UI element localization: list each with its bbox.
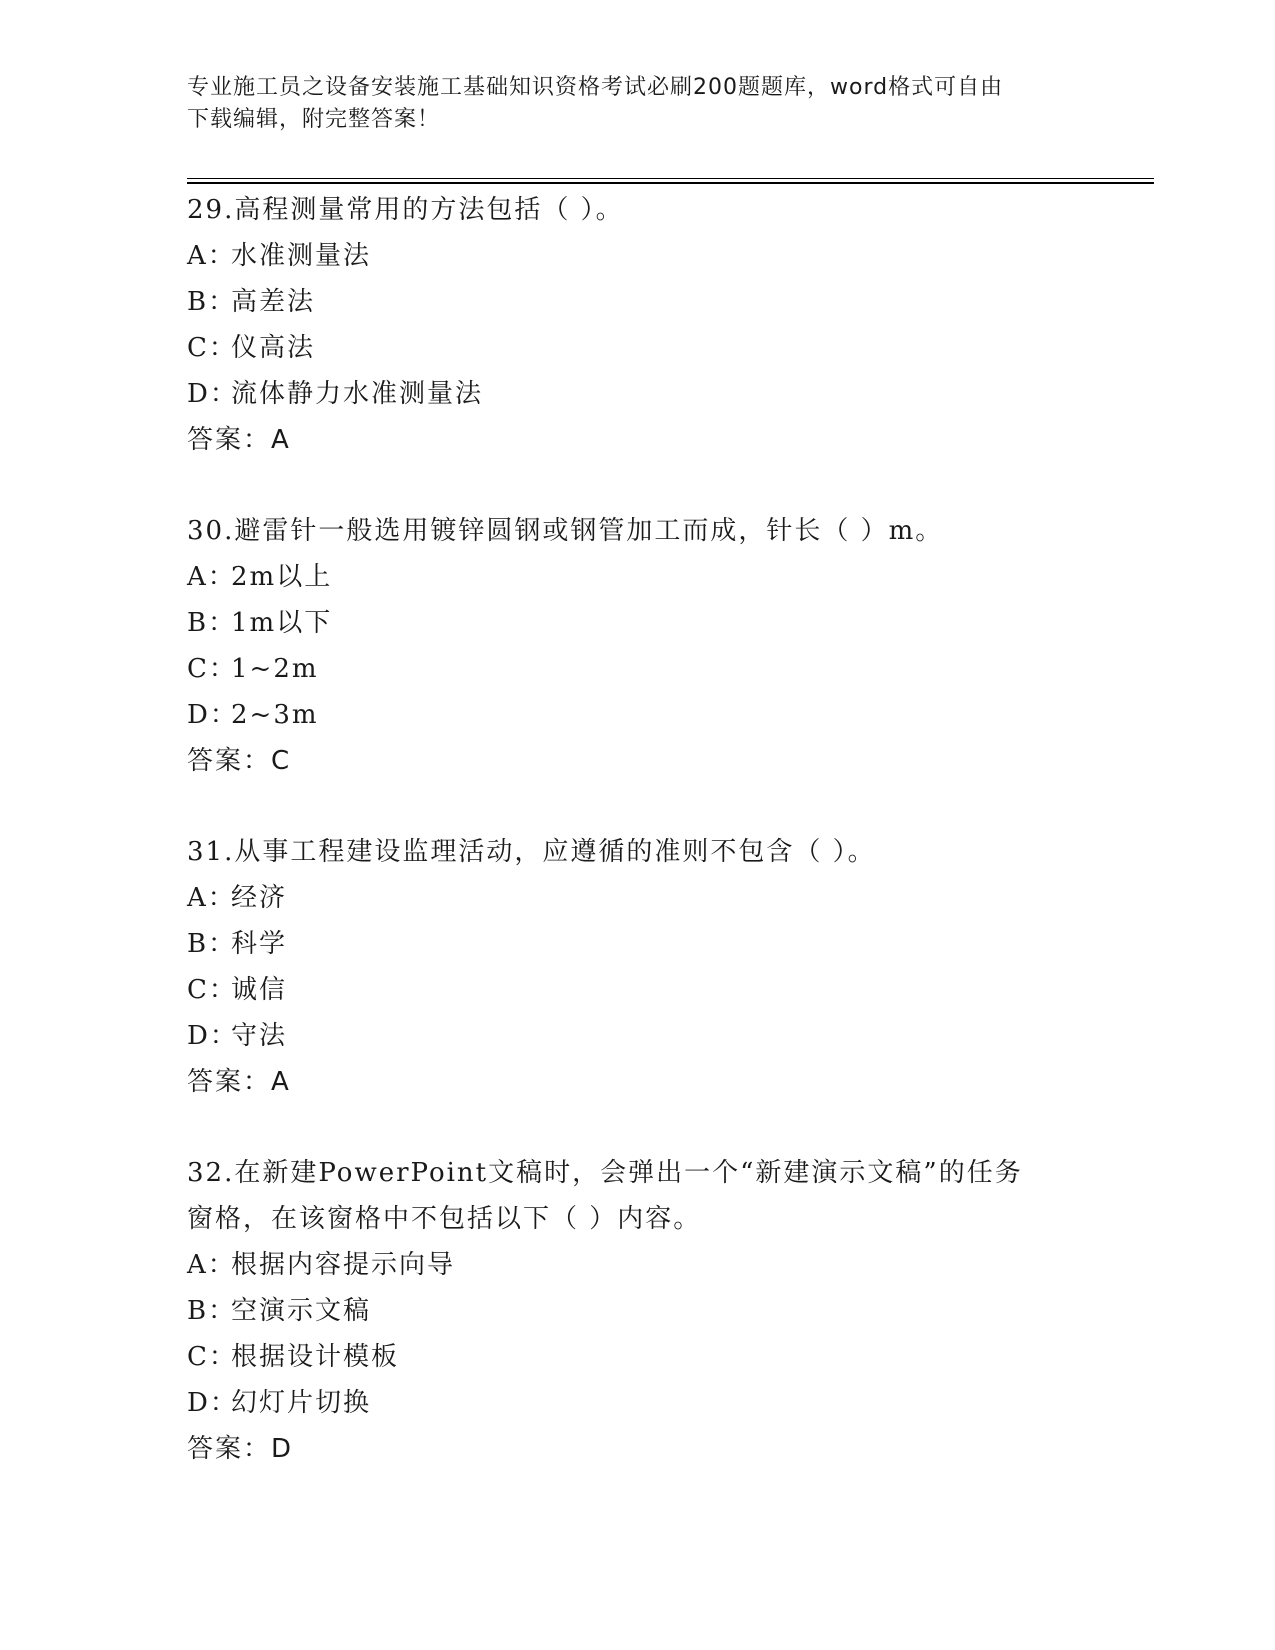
option-text: 2m以上	[231, 562, 333, 592]
option-key: A：	[187, 241, 236, 271]
option-key: C：	[187, 654, 237, 684]
option-text: 仪高法	[231, 333, 316, 363]
option-key: B：	[187, 287, 237, 317]
option-b	[187, 279, 1087, 325]
answer: 答案：A	[187, 1067, 291, 1097]
option-key: D：	[187, 1388, 238, 1418]
answer: 答案：D	[187, 1434, 294, 1464]
option-text: 空演示文稿	[231, 1296, 372, 1326]
option-key: C：	[187, 1342, 237, 1372]
option-text: 根据内容提示向导	[231, 1250, 456, 1280]
header-rule-thin	[187, 178, 1154, 179]
option-a	[187, 1242, 1087, 1288]
header-line-2: 下载编辑，附完整答案！	[187, 107, 441, 132]
option-b	[187, 1288, 1087, 1334]
option-c	[187, 646, 1087, 692]
option-a	[187, 233, 1087, 279]
question-stem-line-1: 32.在新建PowerPoint文稿时，会弹出一个“新建演示文稿”的任务	[187, 1158, 1023, 1188]
option-c	[187, 1334, 1087, 1380]
option-text: 1m以下	[231, 608, 333, 638]
option-key: B：	[187, 929, 237, 959]
question-30	[187, 508, 1087, 784]
option-d	[187, 1013, 1087, 1059]
option-c	[187, 325, 1087, 371]
option-key: D：	[187, 1021, 238, 1051]
option-key: D：	[187, 379, 238, 409]
document-header	[187, 72, 1067, 136]
option-b	[187, 921, 1087, 967]
option-d	[187, 692, 1087, 738]
option-text: 守法	[231, 1021, 288, 1051]
answer: 答案：A	[187, 425, 291, 455]
option-b	[187, 600, 1087, 646]
option-key: C：	[187, 333, 237, 363]
option-a	[187, 554, 1087, 600]
option-text: 流体静力水准测量法	[231, 379, 484, 409]
question-stem: 29.高程测量常用的方法包括（ ）。	[187, 195, 624, 225]
option-a	[187, 875, 1087, 921]
option-c	[187, 967, 1087, 1013]
option-d	[187, 371, 1087, 417]
question-32	[187, 1150, 1087, 1472]
question-29	[187, 187, 1087, 463]
option-key: A：	[187, 562, 236, 592]
option-text: 高差法	[231, 287, 316, 317]
header-line-1: 专业施工员之设备安装施工基础知识资格考试必刷200题题库，word格式可自由	[187, 75, 1004, 100]
option-text: 1~2m	[231, 654, 319, 684]
option-d	[187, 1380, 1087, 1426]
option-text: 根据设计模板	[231, 1342, 400, 1372]
option-key: C：	[187, 975, 237, 1005]
question-stem: 30.避雷针一般选用镀锌圆钢或钢管加工而成，针长（ ）m。	[187, 516, 944, 546]
option-key: D：	[187, 700, 238, 730]
question-stem: 31.从事工程建设监理活动，应遵循的准则不包含（ ）。	[187, 837, 876, 867]
option-text: 2~3m	[231, 700, 319, 730]
option-key: B：	[187, 608, 237, 638]
option-text: 幻灯片切换	[231, 1388, 372, 1418]
option-key: B：	[187, 1296, 237, 1326]
header-rule-thick	[187, 182, 1154, 184]
option-key: A：	[187, 1250, 236, 1280]
answer: 答案：C	[187, 746, 292, 776]
option-text: 科学	[231, 929, 288, 959]
question-stem-line-2: 窗格，在该窗格中不包括以下（ ）内容。	[187, 1204, 702, 1234]
question-31	[187, 829, 1087, 1105]
option-text: 水准测量法	[231, 241, 372, 271]
option-key: A：	[187, 883, 236, 913]
option-text: 经济	[231, 883, 288, 913]
option-text: 诚信	[231, 975, 288, 1005]
